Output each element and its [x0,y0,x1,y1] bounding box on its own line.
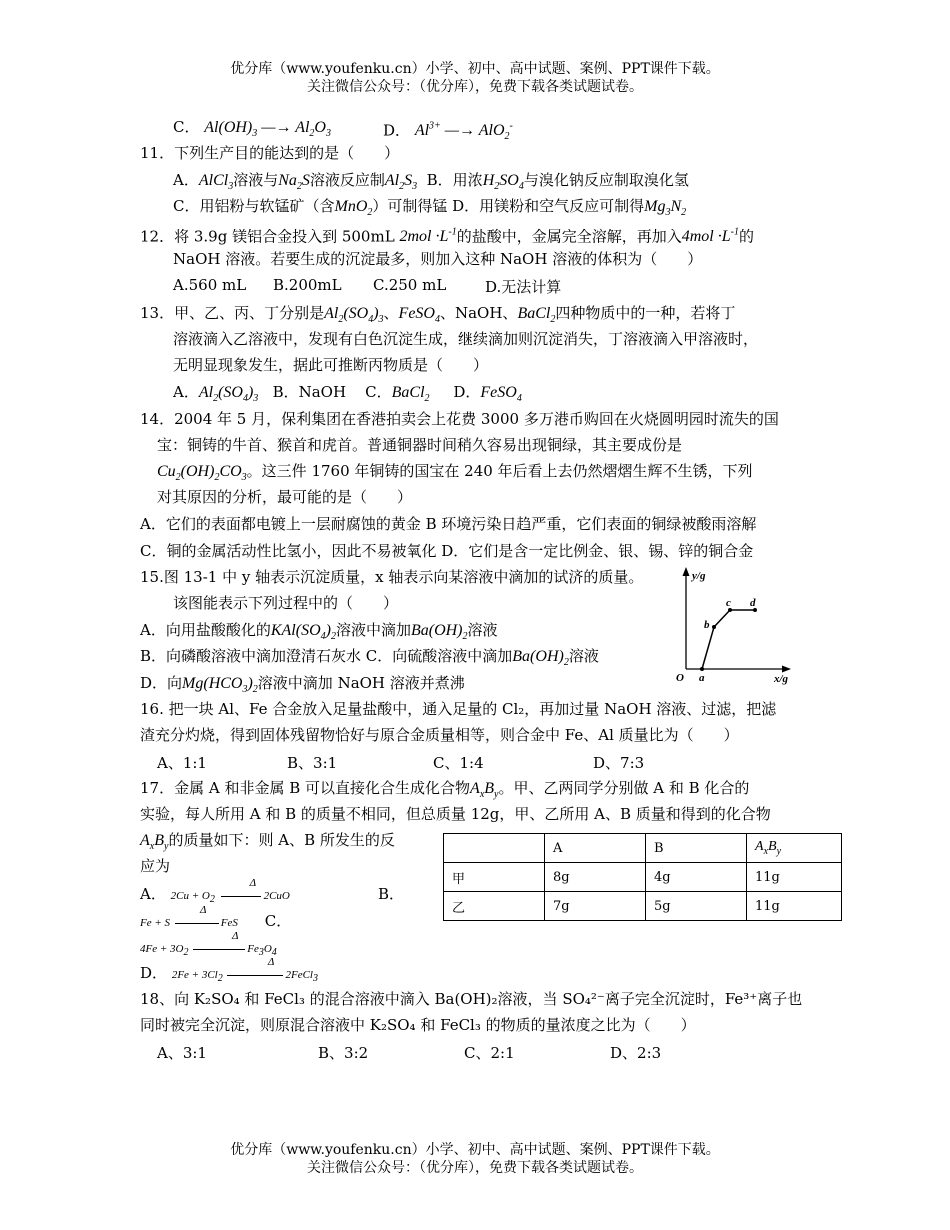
q15-graph [670,565,800,685]
delta-mark: Δ [200,904,207,916]
table-row [444,834,842,863]
q13-options: A．$Al_2(SO_4)_3$ B．NaOH C．BaCl$_2$ D．FeSO$_4$ [173,383,522,405]
q15-option-d: D．向$Mg(HCO_3)_2$溶液中滴加 NaOH 溶液并煮沸 [140,674,465,696]
q18-line-1: 18、向 K₂SO₄ 和 FeCl₃ 的混合溶液中滴入 Ba(OH)₂溶液，当 SO₄²⁻离子完全沉淀时，Fe³⁺离子也 [140,990,803,1008]
graph-x-label: x/g [774,673,789,685]
q15-line-1: 15.图 13-1 中 y 轴表示沉淀质量，x 轴表示向某溶液中滴加的试济的质量。 [140,568,644,586]
table-cell: 乙 [444,892,545,921]
table-header-a: A [545,834,646,863]
table-cell: 11g [747,892,842,921]
q11-stem: 11．下列生产目的能达到的是（ ） [140,144,400,162]
graph-label-a: a [699,672,705,684]
table-cell: 5g [646,892,747,921]
q17-line-2: 实验，每人所用 A 和 B 的质量不相同，但总质量 12g，甲、乙所用 A、B 质量和得到的化合物 [140,805,771,823]
graph-point-b [712,625,716,629]
q12-option-a: A.560 mL [173,276,247,294]
q18-line-2: 同时被完全沉淀，则原混合溶液中 K₂SO₄ 和 FeCl₃ 的物质的量浓度之比为（ ） [140,1016,696,1034]
q12-option-d: D.无法计算 [485,278,562,296]
q15-line-2: 该图能表示下列过程中的（ ） [173,594,399,612]
q17-line-4: 应为 [140,857,171,875]
q10-option-c: C． $Al(OH)_3$ —→ $Al_2O_3$ [173,118,331,140]
delta-mark: Δ [249,877,257,889]
footer-line-2: 关注微信公众号：（优分库），免费下载各类试题试卷。 [307,1160,643,1176]
q15-options-bc: B．向磷酸溶液中滴加澄清石灰水 C．向硫酸溶液中滴加$Ba(OH)_2$溶液 [140,647,599,669]
table-cell: 4g [646,863,747,892]
q14-line-1: 14．2004 年 5 月，保利集团在香港拍卖会上花费 3000 多万港币购回在火烧圆明园时流失的国 [140,410,779,428]
q11-options-cd: C．用铝粉与软锰矿（含MnO$_2$）可制得锰 D．用镁粉和空气反应可制得$Mg_3N_2$ [173,197,687,219]
q17-option-c: $4Fe + 3O_2$ Δ $Fe_3O_4$ [140,936,320,964]
q18-option-a: A、3:1 [157,1044,207,1062]
q14-line-2: 宝：铜铸的牛首、猴首和虎首。普通铜器时间稍久容易出现铜绿，其主要成份是 [157,436,683,454]
q13-line-1: 13．甲、乙、丙、丁分别是$Al_2(SO_4)_3$、FeSO$_4$、NaOH、BaCl$_2$四种物质中的一种，若将丁 [140,304,736,326]
delta-mark: Δ [232,930,239,942]
q18-option-b: B、3:2 [318,1044,369,1062]
q18-option-d: D、2:3 [610,1044,662,1062]
delta-mark: Δ [267,956,275,968]
q12-option-c: C.250 mL [373,276,447,294]
q17-option-b-label: B． [378,885,405,903]
q16-option-c: C、1:4 [433,754,484,772]
q16-option-b: B、3:1 [287,754,338,772]
q11-options-ab: A．AlCl$_3$溶液与$Na_2S$溶液反应制$Al_2S_3$ B．用浓$H_2SO_4$与溴化钠反应制取溴化氢 [173,171,689,193]
table-header-axby: $A_xB_y$ [747,834,842,863]
table-row [444,863,842,892]
graph-x-arrow [782,666,791,673]
graph-label-c: c [726,597,731,609]
q16-line-2: 渣充分灼烧，得到固体残留物恰好与原合金质量相等，则合金中 Fe、Al 质量比为（ ） [140,726,739,744]
q17-line-3: $A_xB_y$的质量如下：则 A、B 所发生的反 [140,831,395,853]
q17-option-d: D． $2Fe + 3Cl_2$ Δ 2FeCl$_3$ [140,962,372,990]
q14-line-3: $Cu_2(OH)_2CO_3$。这三件 1760 年铜铸的国宝在 240 年后看上去仍然熠熠生辉不生锈，下列 [157,462,753,484]
graph-y-arrow [683,567,690,576]
header-line-2: 关注微信公众号：（优分库），免费下载各类试题试卷。 [307,79,643,95]
q18-option-c: C、2:1 [464,1044,515,1062]
graph-label-b: b [704,619,710,631]
header-line-1: 优分库（www.youfenku.cn）小学、初中、高中试题、案例、PPT课件下载。 [230,61,720,77]
graph-label-d: d [750,597,756,609]
graph-y-label: y/g [692,570,706,582]
q16-option-a: A、1:1 [157,754,207,772]
q14-options-cd: C．铜的金属活动性比氢小，因此不易被氧化 D．它们是含一定比例金、银、锡、锌的铜合金 [140,542,754,560]
q15-option-a: A．向用盐酸酸化的$KAl(SO_4)_2$溶液中滴加$Ba(OH)_2$溶液 [140,621,498,643]
table-header-empty [444,834,545,863]
table-cell: 甲 [444,863,545,892]
q12-line-2: NaOH 溶液。若要生成的沉淀最多，则加入这种 NaOH 溶液的体积为（ ） [173,250,703,268]
q13-line-3: 无明显现象发生，据此可推断丙物质是（ ） [173,356,489,374]
table-cell: 7g [545,892,646,921]
table-header-b: B [646,834,747,863]
q16-option-d: D、7:3 [593,754,645,772]
table-row [444,892,842,921]
q12-line-1: 12．将 3.9g 镁铝合金投入到 500mL $2mol \cdot L^{-1}$的盐酸中，金属完全溶解，再加入$4mol \cdot L^{-1}$的 [140,227,754,246]
graph-point-a [700,667,704,671]
q13-line-2: 溶液滴入乙溶液中，发现有白色沉淀生成，继续滴加则沉淀消失，丁溶液滴入甲溶液时， [173,330,759,348]
q12-option-b: B.200mL [273,276,342,294]
q16-line-1: 16. 把一块 Al、Fe 合金放入足量盐酸中，通入足量的 Cl₂，再加过量 NaOH 溶液、过滤，把滤 [140,700,777,718]
q14-line-4: 对其原因的分析，最可能的是（ ） [157,488,413,506]
footer-line-1: 优分库（www.youfenku.cn）小学、初中、高中试题、案例、PPT课件下载。 [230,1142,720,1158]
graph-origin-label: O [676,672,684,684]
table-cell: 8g [545,863,646,892]
q17-option-a: A． $2Cu + O_2$ Δ 2CuO [140,883,321,911]
q10-option-d: D． $Al^{3+}$ —→ AlO$_2$- [383,121,513,143]
q17-option-b: Fe + S Δ FeS C． [140,910,291,934]
q17-line-1: 17．金属 A 和非金属 B 可以直接化合生成化合物$A_xB_y$。甲、乙两同学分别做 A 和 B 化合的 [140,779,750,801]
q14-options-ab: A．它们的表面都电镀上一层耐腐蚀的黄金 B 环境污染日趋严重，它们表面的铜绿被酸雨溶解 [140,515,757,533]
table-cell: 11g [747,863,842,892]
graph-curve [702,610,755,669]
q17-mass-table [443,833,842,921]
